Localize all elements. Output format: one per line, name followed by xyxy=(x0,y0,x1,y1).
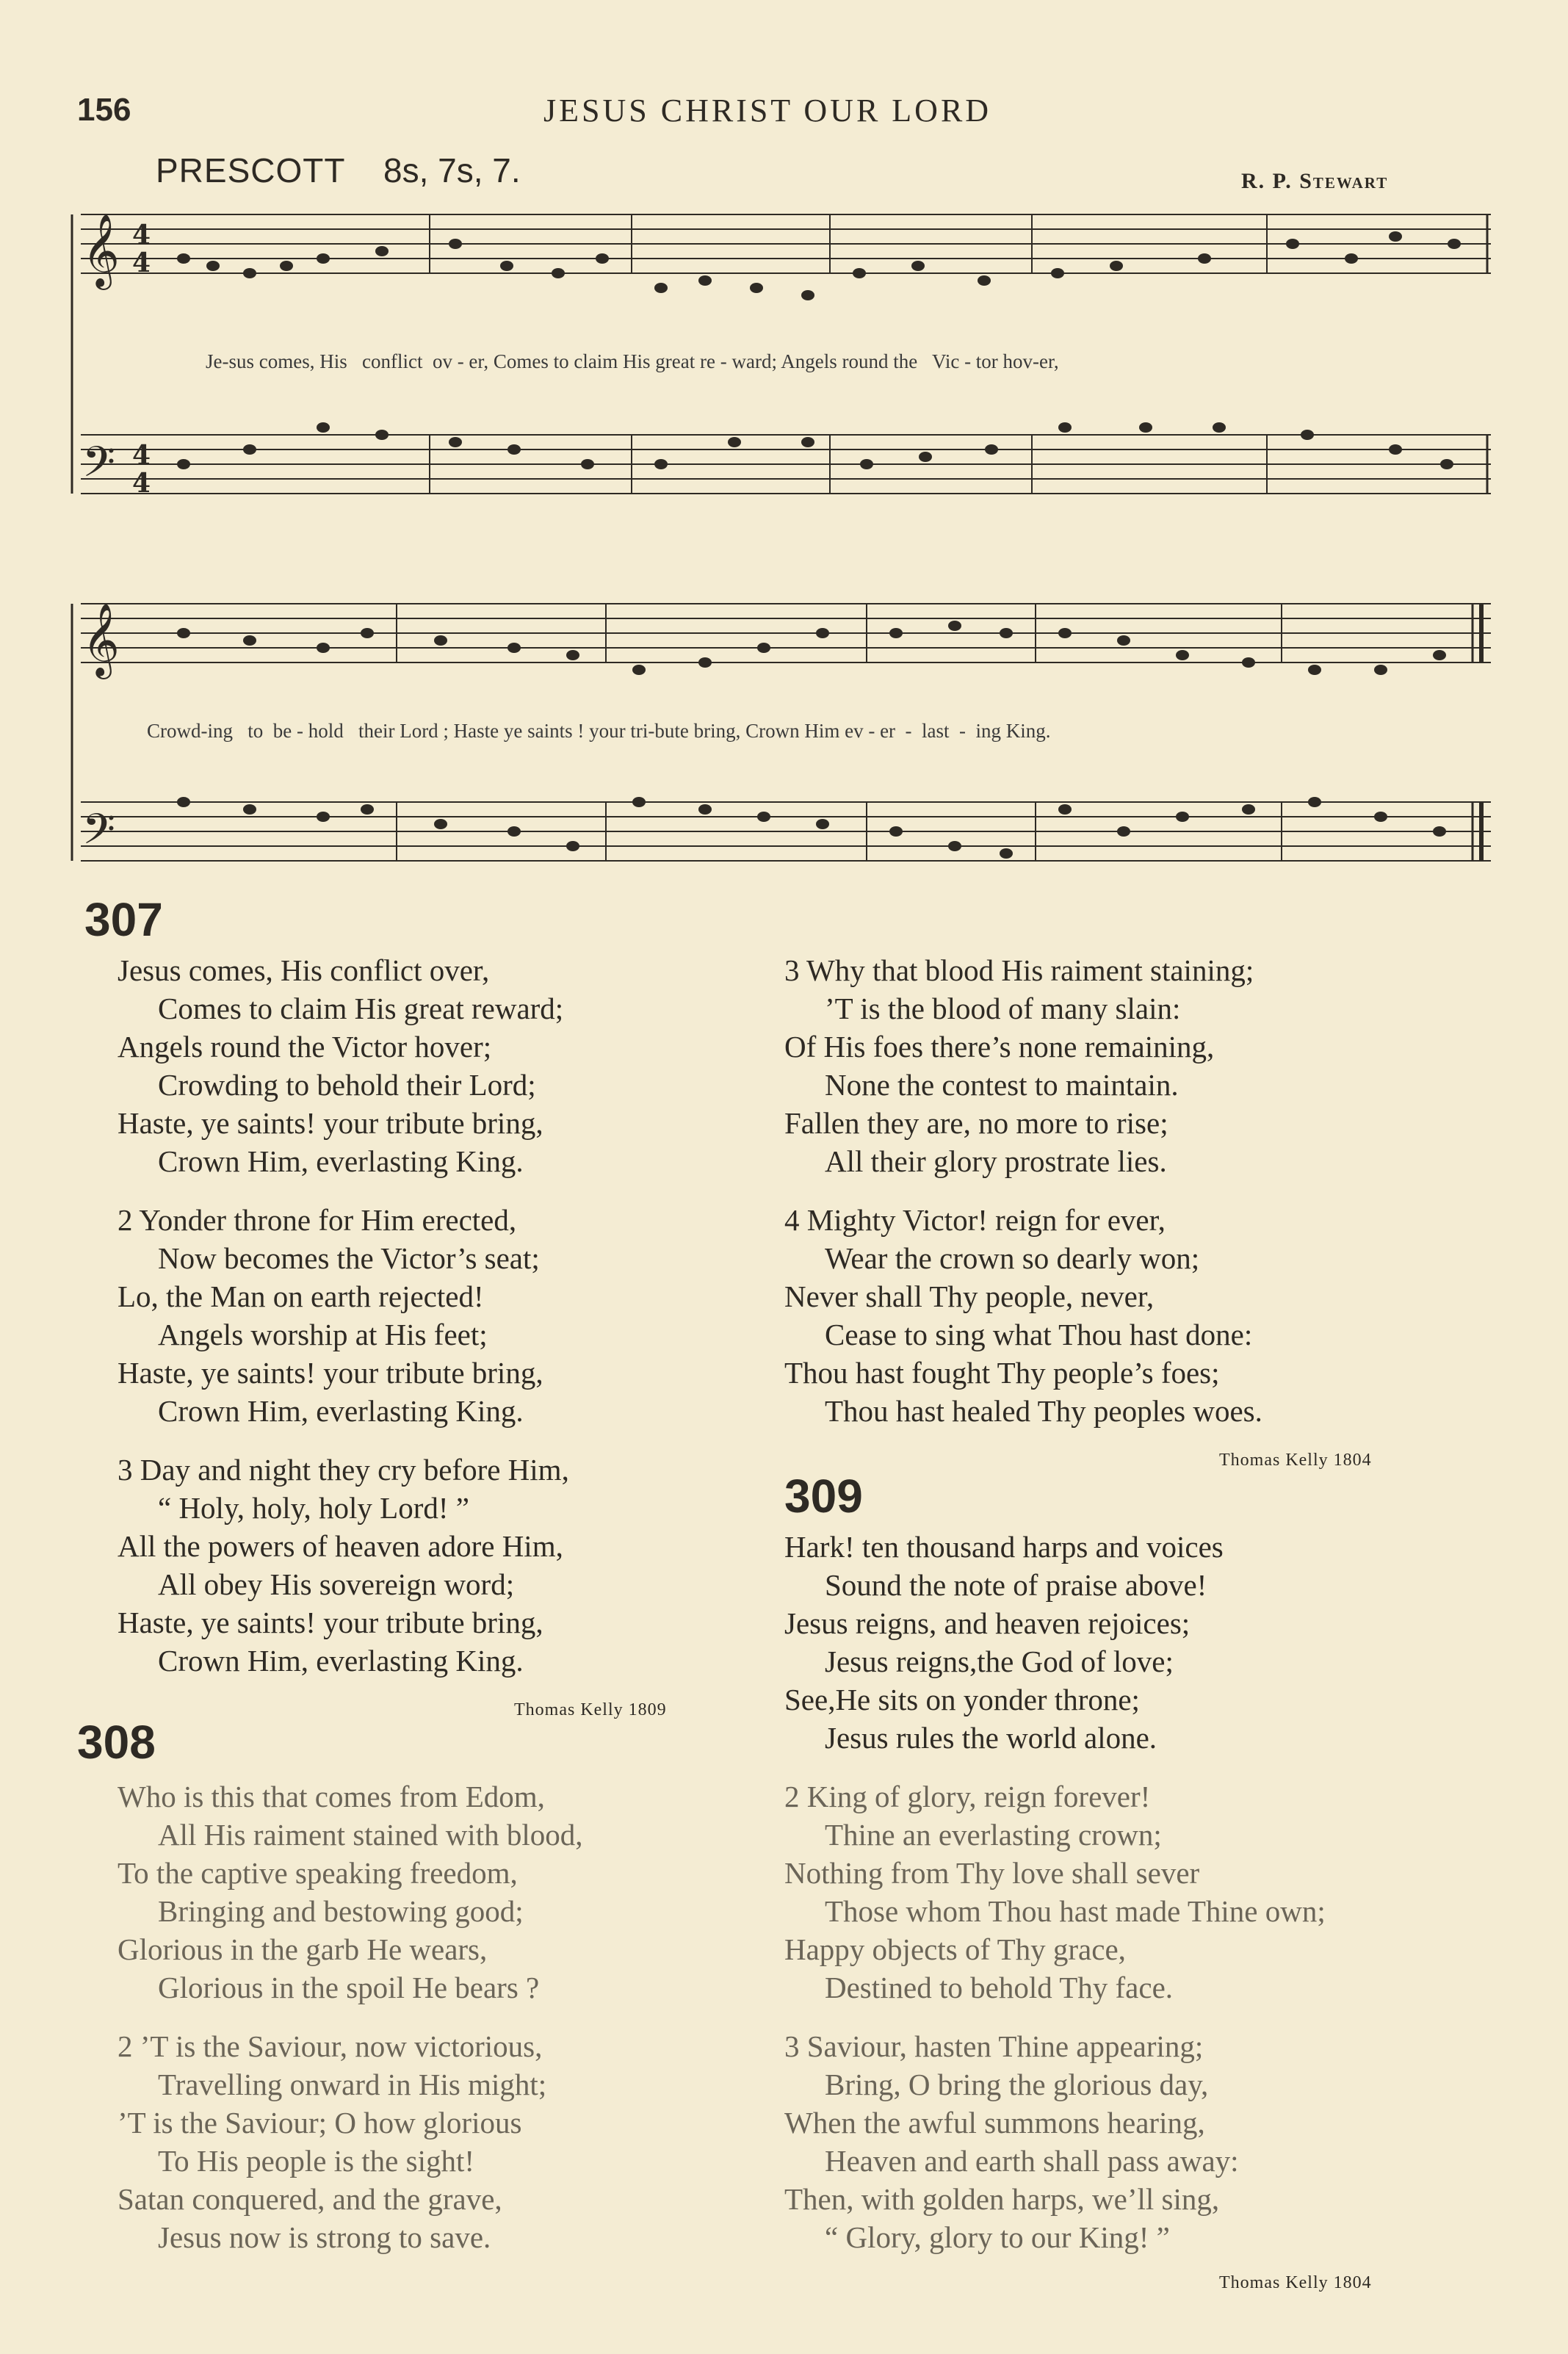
verse-line: Jesus rules the world alone. xyxy=(825,1721,1157,1755)
verse-line: Wear the crown so dearly won; xyxy=(825,1241,1200,1275)
svg-text:4: 4 xyxy=(132,220,151,250)
treble-clef-icon: 𝄞 xyxy=(82,214,120,287)
running-title: JESUS CHRIST OUR LORD xyxy=(543,93,992,129)
verse-line: Thine an everlasting crown; xyxy=(825,1818,1162,1852)
bass-clef-icon: 𝄢 xyxy=(82,437,116,497)
verse-line: Crowding to behold their Lord; xyxy=(158,1068,536,1102)
verse-line: To His people is the sight! xyxy=(158,2144,475,2178)
verse-line: Haste, ye saints! your tribute bring, xyxy=(118,1606,543,1639)
verse-line: Thou hast healed Thy peoples woes. xyxy=(825,1394,1262,1428)
verse-line: “ Glory, glory to our King! ” xyxy=(825,2220,1170,2254)
verse-line: Who is this that comes from Edom, xyxy=(118,1780,545,1813)
verse-line: Never shall Thy people, never, xyxy=(784,1279,1155,1313)
tune-meter: 8s, 7s, 7. xyxy=(383,151,521,189)
hymn-number-309: 309 xyxy=(784,1470,863,1523)
verse-line: Lo, the Man on earth rejected! xyxy=(118,1279,484,1313)
verse-line: All His raiment stained with blood, xyxy=(158,1818,583,1852)
verse-line: Satan conquered, and the grave, xyxy=(118,2182,502,2216)
verse-line: Bringing and bestowing good; xyxy=(158,1894,524,1928)
music-score xyxy=(0,0,1568,911)
verse-line: ’T is the Saviour; O how glorious xyxy=(118,2106,522,2140)
hymn-309-verse-2 xyxy=(784,1777,1326,2007)
hymn-308-verse-1 xyxy=(118,1777,582,2007)
verse-line: 3 Day and night they cry before Him, xyxy=(118,1453,569,1487)
verse-line: Of His foes there’s none remaining, xyxy=(784,1030,1215,1064)
verse-line: Then, with golden harps, we’ll sing, xyxy=(784,2182,1220,2216)
verse-line: See,He sits on yonder throne; xyxy=(784,1683,1140,1716)
verse-line: None the contest to maintain. xyxy=(825,1068,1179,1102)
verse-line: 2 ’T is the Saviour, now victorious, xyxy=(118,2029,543,2063)
verse-line: Angels round the Victor hover; xyxy=(118,1030,492,1064)
verse-line: 3 Saviour, hasten Thine appearing; xyxy=(784,2029,1204,2063)
hymn-307-verse-1 xyxy=(118,951,563,1180)
verse-line: 3 Why that blood His raiment staining; xyxy=(784,953,1254,987)
tune-composer: R. P. Stewart xyxy=(1241,169,1389,193)
hymn-307-verse-3b xyxy=(784,951,1254,1180)
verse-line: Comes to claim His great reward; xyxy=(158,992,564,1025)
verse-line: Angels worship at His feet; xyxy=(158,1318,488,1351)
verse-line: Hark! ten thousand harps and voices xyxy=(784,1530,1224,1564)
verse-line: Glorious in the garb He wears, xyxy=(118,1932,488,1966)
bass-staff-1 xyxy=(81,435,1491,494)
verse-line: Destined to behold Thy face. xyxy=(825,1971,1174,2004)
verse-line: Jesus reigns, and heaven rejoices; xyxy=(784,1606,1191,1640)
verse-line: Glorious in the spoil He bears ? xyxy=(158,1971,540,2004)
hymn-307-verse-3 xyxy=(118,1451,569,1680)
verse-line: 4 Mighty Victor! reign for ever, xyxy=(784,1203,1166,1237)
verse-line: “ Holy, holy, holy Lord! ” xyxy=(158,1491,469,1525)
svg-text:4: 4 xyxy=(132,248,151,278)
verse-line: Jesus now is strong to save. xyxy=(158,2220,491,2254)
tune-name: PRESCOTT xyxy=(156,151,346,189)
verse-line: To the captive speaking freedom, xyxy=(118,1856,518,1890)
verse-line: Jesus comes, His conflict over, xyxy=(118,953,490,987)
hymn-309-attribution: Thomas Kelly 1804 xyxy=(1219,2273,1372,2292)
verse-line: All obey His sovereign word; xyxy=(158,1567,515,1601)
verse-line: Haste, ye saints! your tribute bring, xyxy=(118,1356,543,1390)
hymn-308-attribution: Thomas Kelly 1809 xyxy=(514,1700,667,1719)
verse-line: Jesus reigns,the God of love; xyxy=(825,1644,1174,1678)
hymn-307-attribution: Thomas Kelly 1804 xyxy=(1219,1451,1372,1470)
verse-line: Crown Him, everlasting King. xyxy=(158,1644,524,1678)
verse-line: Happy objects of Thy grace, xyxy=(784,1932,1126,1966)
svg-text:4: 4 xyxy=(132,440,151,471)
hymn-number-307: 307 xyxy=(84,893,163,946)
treble-clef-icon: 𝄞 xyxy=(82,603,120,676)
verse-line: Those whom Thou hast made Thine own; xyxy=(825,1894,1326,1928)
verse-line: Crown Him, everlasting King. xyxy=(158,1144,524,1178)
page-number: 156 xyxy=(77,92,131,128)
verse-line: Now becomes the Victor’s seat; xyxy=(158,1241,540,1275)
verse-line: Nothing from Thy love shall sever xyxy=(784,1856,1200,1890)
hymn-308-verse-2 xyxy=(118,2027,546,2256)
bass-staff-2 xyxy=(81,802,1491,861)
hymn-number-308: 308 xyxy=(77,1716,156,1769)
hymn-307-verse-2 xyxy=(118,1201,543,1430)
verse-line: Cease to sing what Thou hast done: xyxy=(825,1318,1253,1351)
verse-line: Travelling onward in His might; xyxy=(158,2068,547,2101)
verse-line: 2 Yonder throne for Him erected, xyxy=(118,1203,517,1237)
verse-line: All the powers of heaven adore Him, xyxy=(118,1529,563,1563)
hymn-309-verse-1 xyxy=(784,1528,1224,1757)
verse-line: Bring, O bring the glorious day, xyxy=(825,2068,1209,2101)
hymn-307-verse-4 xyxy=(784,1201,1262,1430)
verse-line: Crown Him, everlasting King. xyxy=(158,1394,524,1428)
verse-line: 2 King of glory, reign forever! xyxy=(784,1780,1151,1813)
verse-line: Haste, ye saints! your tribute bring, xyxy=(118,1106,543,1140)
bass-clef-icon: 𝄢 xyxy=(82,804,116,864)
verse-line: Fallen they are, no more to rise; xyxy=(784,1106,1168,1140)
score-lyrics-line-2: Crowd-ing to be - hold their Lord ; Haste ye saints ! your tri-bute bring, Crown Him ev - er - last - ing King. xyxy=(147,720,1051,742)
verse-line: When the awful summons hearing, xyxy=(784,2106,1205,2140)
hymn-309-verse-3 xyxy=(784,2027,1239,2256)
note-heads xyxy=(177,231,1461,859)
verse-line: All their glory prostrate lies. xyxy=(825,1144,1167,1178)
treble-staff-2 xyxy=(81,604,1491,662)
verse-line: ’T is the blood of many slain: xyxy=(825,992,1181,1025)
clefs xyxy=(82,214,151,864)
verse-line: Sound the note of praise above! xyxy=(825,1568,1207,1602)
score-lyrics-line-1: Je-sus comes, His conflict ov - er, Comes to claim His great re - ward; Angels round the Vic - tor hov-er, xyxy=(206,350,1059,372)
verse-line: Heaven and earth shall pass away: xyxy=(825,2144,1239,2178)
verse-line: Thou hast fought Thy people’s foes; xyxy=(784,1356,1220,1390)
svg-text:4: 4 xyxy=(132,468,151,499)
